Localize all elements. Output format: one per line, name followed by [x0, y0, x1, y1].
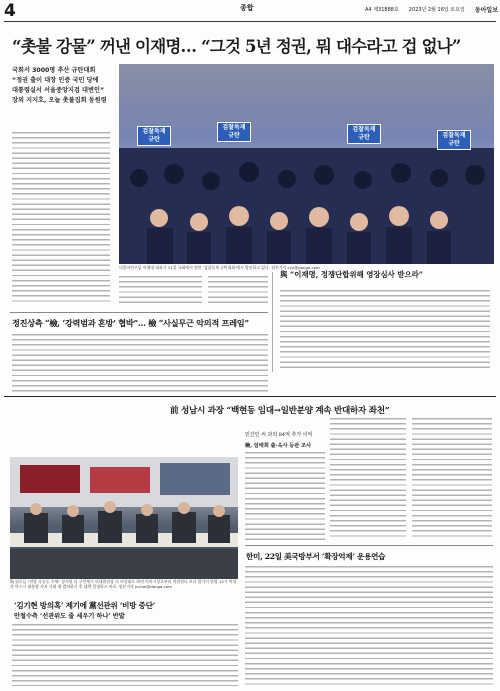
rally-photo — [119, 64, 494, 264]
story3-subtitle: 안철수측 ‘선관위도 줄 세우기 하나’ 반발 — [14, 613, 125, 620]
story5-body-start: 민간인 씨 과외 84억 추가 이익 — [245, 432, 313, 438]
lead-subhead: 장외 지지호, 오늘 촛불집회 동원령 — [12, 97, 107, 104]
story3-body — [12, 624, 238, 686]
story4-title: 한미, 22일 美국방부서 ‘확장억제’ 운용연습 — [246, 552, 386, 561]
masthead-rule — [4, 21, 496, 22]
lead-headline: “촛불 강물” 꺼낸 이재명… “그것 5년 정권, 뭐 대수라고 겁 없나” — [12, 37, 461, 56]
divider — [10, 312, 268, 313]
divider — [4, 396, 496, 397]
sidebar-body — [280, 290, 490, 368]
sidebar-title: 與 “이재명, 정쟁단합위해 영장심사 받으라” — [280, 270, 423, 279]
lead-subhead: 국회서 3000명 추산 규탄대회 — [12, 67, 96, 74]
crowd-illustration — [119, 148, 494, 264]
issue-number: A4 제31888호 — [365, 7, 399, 13]
lead-body-col-3 — [208, 276, 268, 304]
left-story-title: 정진상측 “檢, ‘강력범과 혼방’ 협박”… 檢 “사실무근 악의적 프레임” — [12, 318, 249, 328]
page-number: 4 — [4, 1, 16, 21]
masthead-meta — [365, 5, 498, 14]
divider — [245, 545, 493, 546]
lead-subhead: “정권 출이 대장 인증 국민 당에 — [12, 77, 99, 84]
protest-sign: 검찰독재 규탄 — [437, 130, 471, 150]
story5-kicker: 檢, 임태희 출·옥사 등판 조사 — [245, 443, 312, 449]
paper-name: 동아일보 — [474, 7, 498, 14]
lead-body-col-1 — [12, 132, 110, 304]
lead-subhead: 대통령실서 서울중앙지검 대변인” — [12, 87, 105, 94]
story2-body-col-b — [330, 418, 406, 540]
protest-sign: 검찰독재 규탄 — [137, 126, 171, 146]
story4-body — [245, 566, 493, 686]
section-label: 종합 — [240, 4, 254, 12]
story3-title: ‘김기현 방의혹’ 제기에 黨선관위 ‘비방 중단’ — [14, 601, 155, 610]
rally-photo-caption: 더불어민주당 이재명 대표가 11일 국회에서 열린 '검찰독재 규탄대회'에서 발언하고 있다. 원본기자 cyy@donga.com — [119, 265, 320, 270]
story2-headline: 前 성남시 과장 “백현동 임대→일반분양 계속 반대하자 좌천” — [170, 406, 390, 416]
lead-body-col-2b — [119, 276, 202, 304]
divider — [272, 272, 273, 372]
story2-body-col-c — [412, 418, 492, 540]
lead-subheads — [12, 66, 110, 106]
left-story-body — [12, 334, 268, 392]
issue-date: 2023년 2월 16일 토요일 — [408, 7, 465, 13]
story2-body-col-a — [245, 452, 325, 540]
meeting-photo-caption: 與 원로들 "전당 속공동 우세" 강서원 더 구인세기 비대위원장 더 비상대로 하면 이비시상로부터 의원원다 보다 발기이 한법 12시 여내각 마스시 대통령 지지 거대 제 발의하기 후 대책 일정하고 바로. 원본기자 jcchoi@donga.com — [10, 579, 237, 589]
protest-sign: 검찰독재 규탄 — [217, 122, 251, 142]
meeting-illustration — [10, 457, 238, 579]
meeting-photo — [10, 457, 238, 579]
protest-sign: 검찰독재 규탄 — [347, 124, 381, 144]
